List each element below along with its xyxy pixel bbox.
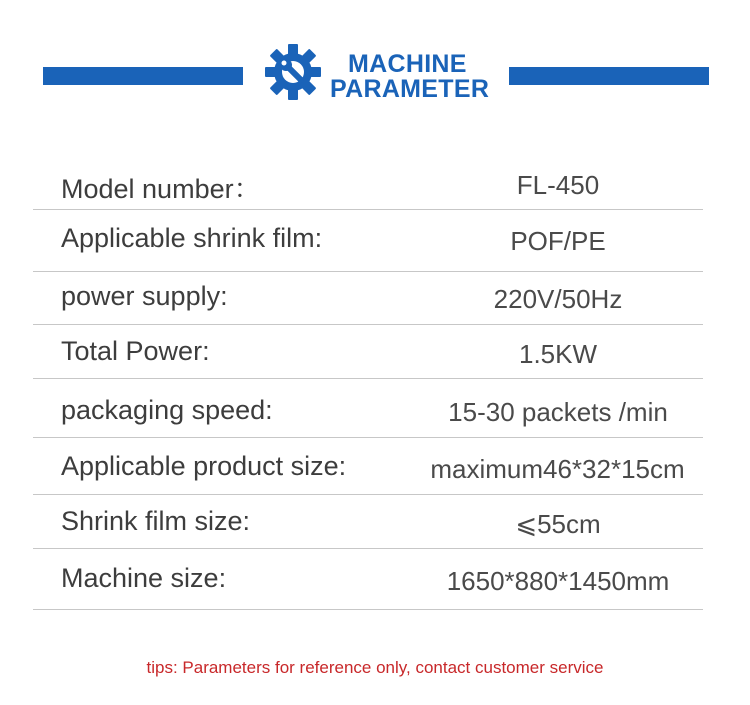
- table-row: [33, 438, 703, 495]
- page-title: [330, 52, 489, 102]
- table-row: [33, 549, 703, 610]
- row-value: FL-450: [516, 170, 600, 200]
- gear-wrench-icon: [263, 42, 323, 102]
- parameter-table: [33, 158, 703, 610]
- right-accent-bar: [509, 67, 709, 85]
- table-row: [33, 325, 703, 379]
- title-line-2: PARAMETER: [330, 75, 490, 103]
- table-row: [33, 210, 703, 272]
- row-value: ⩽55cm: [515, 509, 601, 539]
- table-row: [33, 158, 703, 210]
- tips-note: tips: Parameters for reference only, contact customer service: [146, 658, 604, 677]
- left-accent-bar: [43, 67, 243, 85]
- row-label: power supply:: [61, 281, 228, 311]
- row-value: 15-30 packets /min: [448, 397, 668, 427]
- row-label: Machine size:: [61, 563, 227, 593]
- table-row: [33, 495, 703, 549]
- row-value: 1650*880*1450mm: [446, 566, 670, 596]
- row-label: packaging speed:: [61, 395, 273, 425]
- row-label: Model number：: [61, 174, 261, 204]
- row-value: POF/PE: [510, 226, 606, 256]
- title-line-1: MACHINE: [348, 50, 467, 78]
- table-row: [33, 379, 703, 438]
- row-label: Applicable product size:: [61, 451, 347, 481]
- row-value: 220V/50Hz: [493, 284, 623, 314]
- header: [0, 0, 750, 120]
- row-value: maximum46*32*15cm: [430, 454, 685, 484]
- table-row: [33, 272, 703, 325]
- row-label: Applicable shrink film:: [61, 223, 323, 253]
- row-label: Shrink film size:: [61, 506, 251, 536]
- row-label: Total Power:: [61, 336, 210, 366]
- row-value: 1.5KW: [518, 339, 598, 369]
